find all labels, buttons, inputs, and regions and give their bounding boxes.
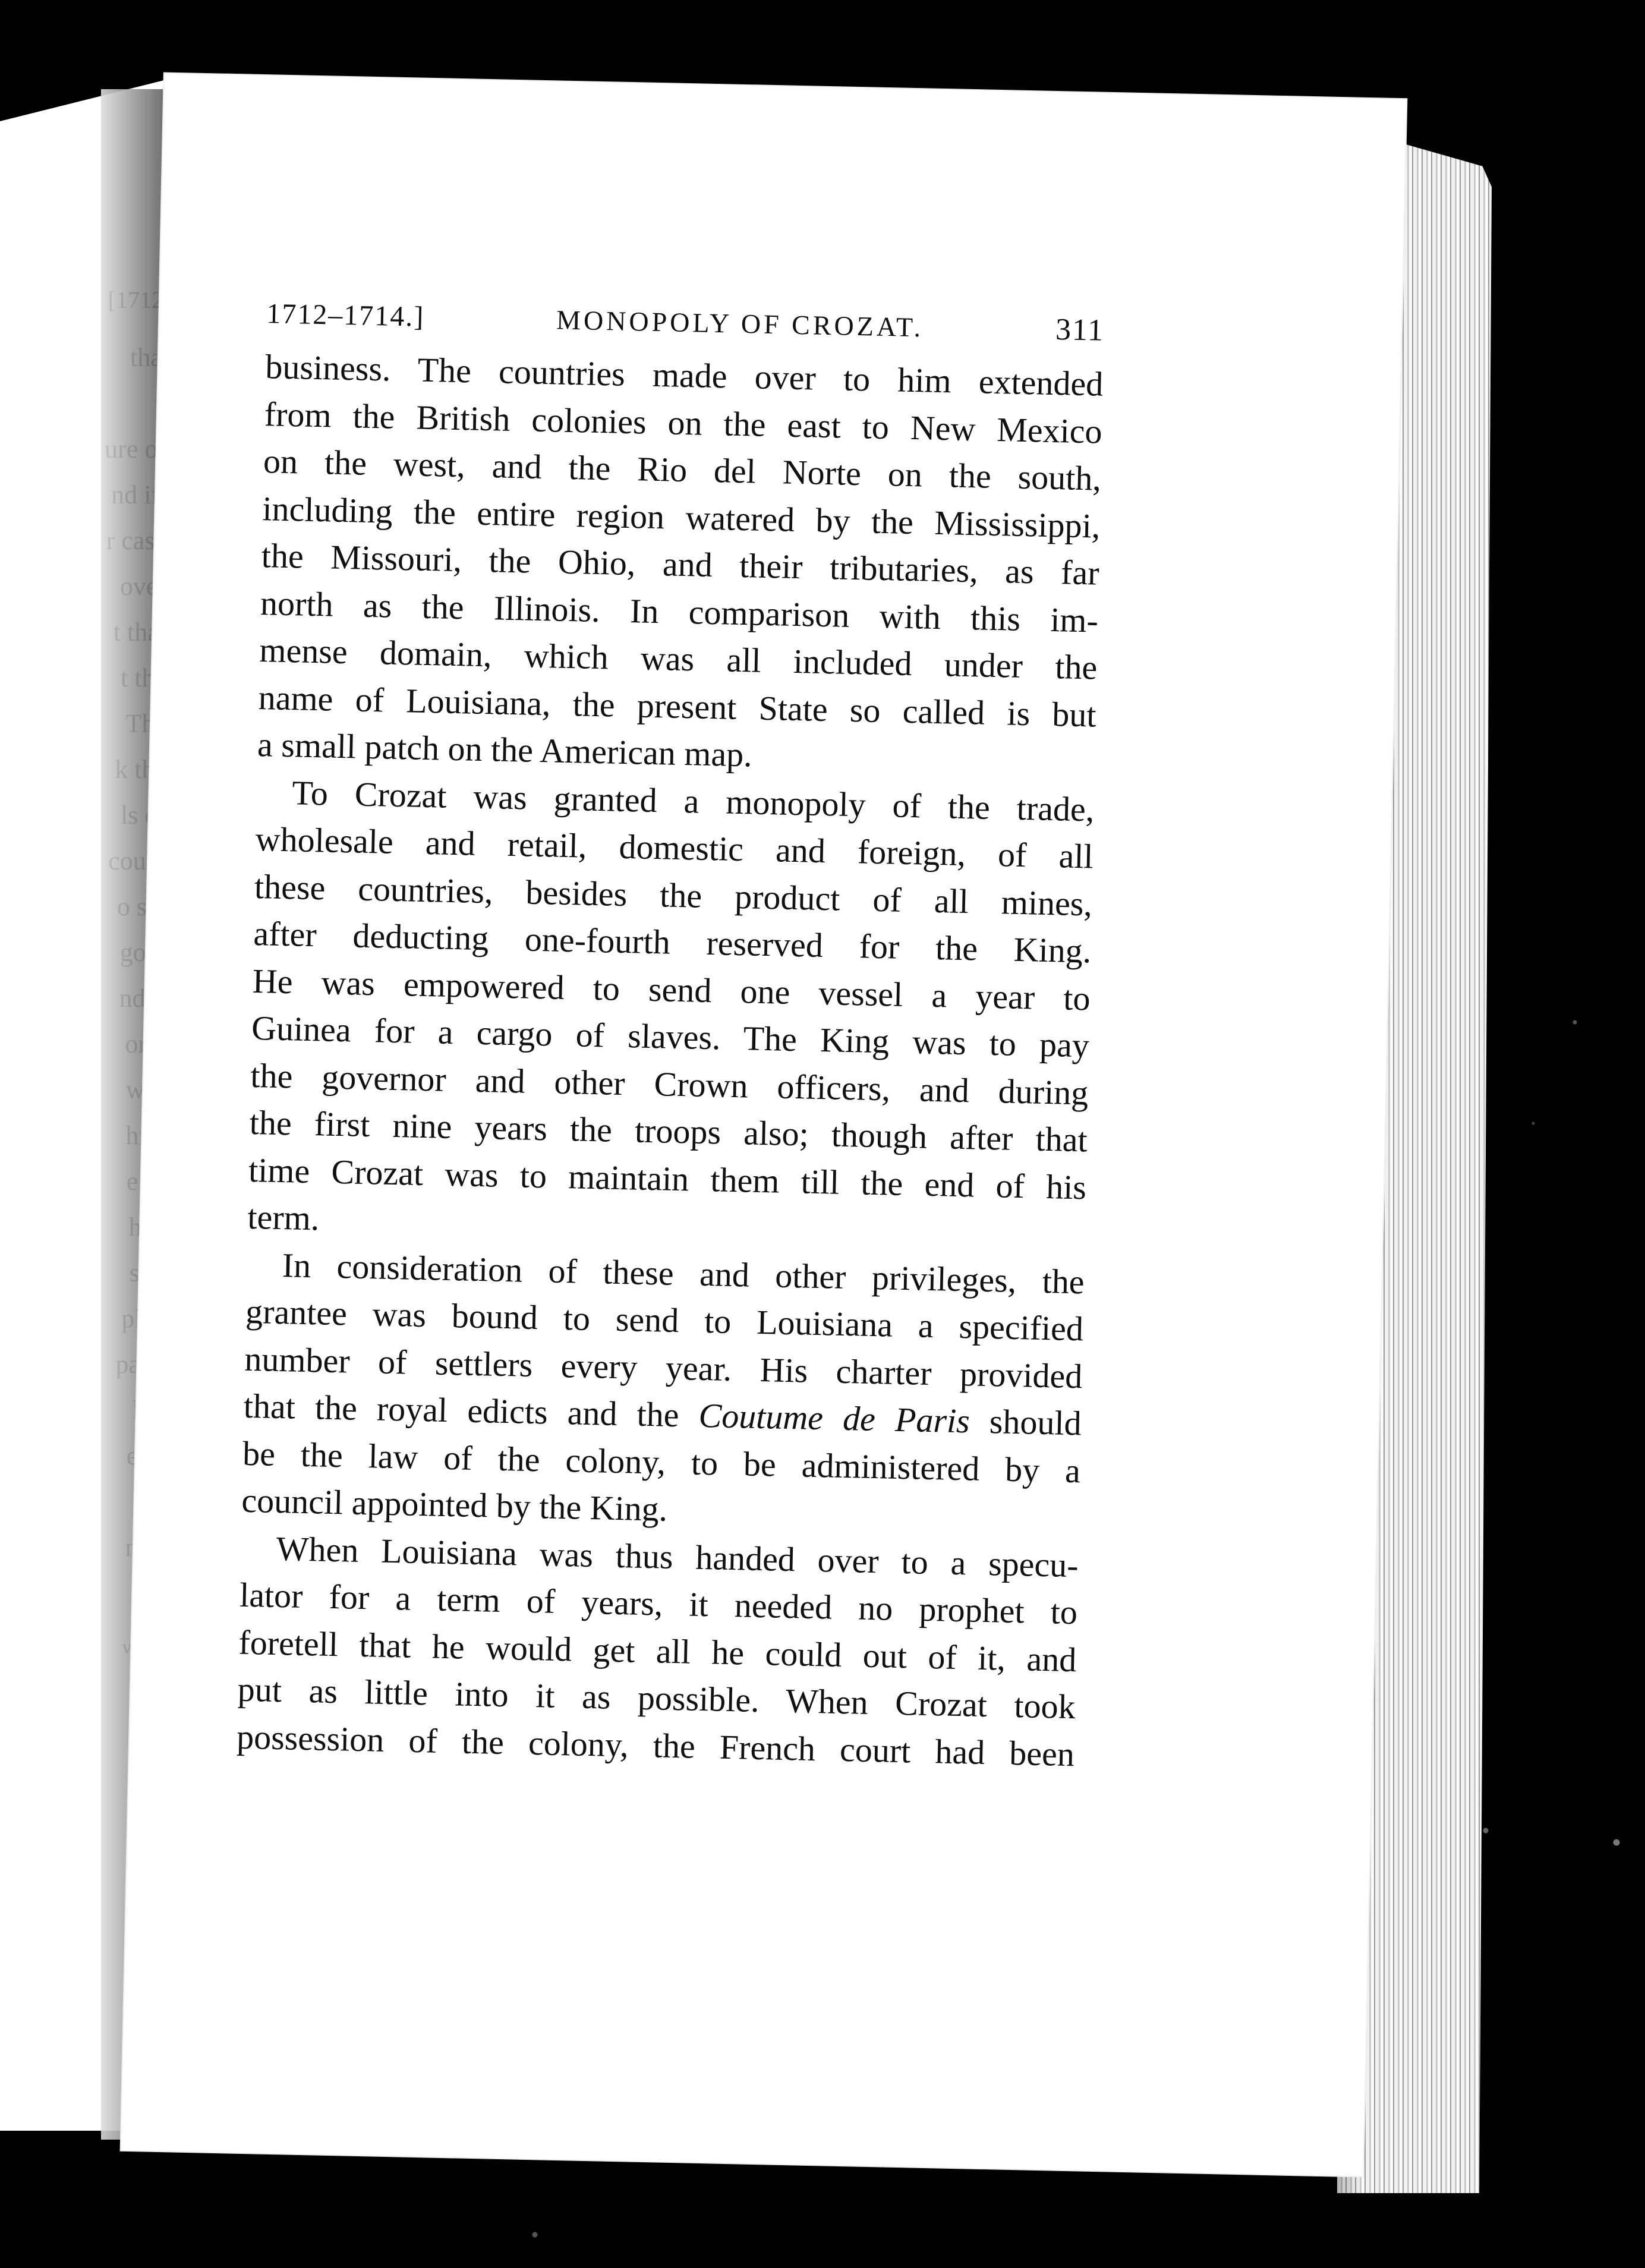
text-line: lator for a term of years, it needed no prophet to [239, 1575, 1078, 1632]
text-line: on the west, and the Rio del Norte on the south, [263, 442, 1102, 498]
running-head-title: MONOPOLY OF CROZAT. [556, 304, 924, 343]
text-line: name of Louisiana, the present State so called is but [258, 678, 1097, 735]
text-line: put as little into it as possible. When Crozat took [237, 1670, 1076, 1727]
text-line: the Missouri, the Ohio, and their tributaries, as far [261, 536, 1100, 593]
page-number: 311 [1055, 312, 1105, 348]
text-line: To Crozat was granted a monopoly of the trade, [291, 773, 1095, 829]
text-line: north as the Illinois. In comparison with this im- [260, 583, 1099, 640]
text-line: council appointed by the King. [241, 1480, 668, 1529]
text-line: the first nine years the troops also; though after that [249, 1102, 1088, 1160]
text-line: a small patch on the American map. [257, 725, 753, 774]
text-line: including the entire region watered by the Mississippi, [261, 489, 1101, 546]
text-line: time Crozat was to maintain them till the end of his [248, 1150, 1087, 1207]
text-line: possession of the colony, the French court had been [236, 1717, 1075, 1774]
book-page [121, 73, 1407, 2176]
text-line: When Louisiana was thus handed over to a specu- [276, 1529, 1079, 1585]
running-head-dates: 1712–1714.] [266, 298, 425, 333]
page-content [236, 295, 1104, 1778]
text-line: wholesale and retail, domestic and foreign, of all [255, 819, 1094, 876]
text-line: He was empowered to send one vessel a year to [252, 961, 1091, 1018]
text-line: mense domain, which was all included under the [259, 631, 1098, 687]
text-line: foretell that he would get all he could out of it, and [238, 1623, 1077, 1679]
text-line: grantee was bound to send to Louisiana a specified [245, 1292, 1084, 1349]
text-line: number of settlers every year. His charter provided [244, 1339, 1083, 1396]
text-line: term. [247, 1197, 320, 1238]
body-text [236, 343, 1104, 1778]
text-line: from the British colonies on the east to New Mexico [264, 394, 1103, 451]
text-line: business. The countries made over to him extended [264, 347, 1104, 404]
text-line: the governor and other Crown officers, and during [250, 1056, 1089, 1112]
text-line: be the law of the colony, to be administered by a [242, 1434, 1081, 1490]
text-line: that the royal edicts and the Coutume de Paris should [243, 1386, 1082, 1443]
text-line: In consideration of these and other privileges, the [282, 1245, 1085, 1301]
text-line: these countries, besides the product of all mines, [254, 867, 1093, 923]
text-line: Guinea for a cargo of slaves. The King was to pay [251, 1008, 1090, 1065]
text-line: after deducting one-fourth reserved for the King. [253, 914, 1092, 971]
